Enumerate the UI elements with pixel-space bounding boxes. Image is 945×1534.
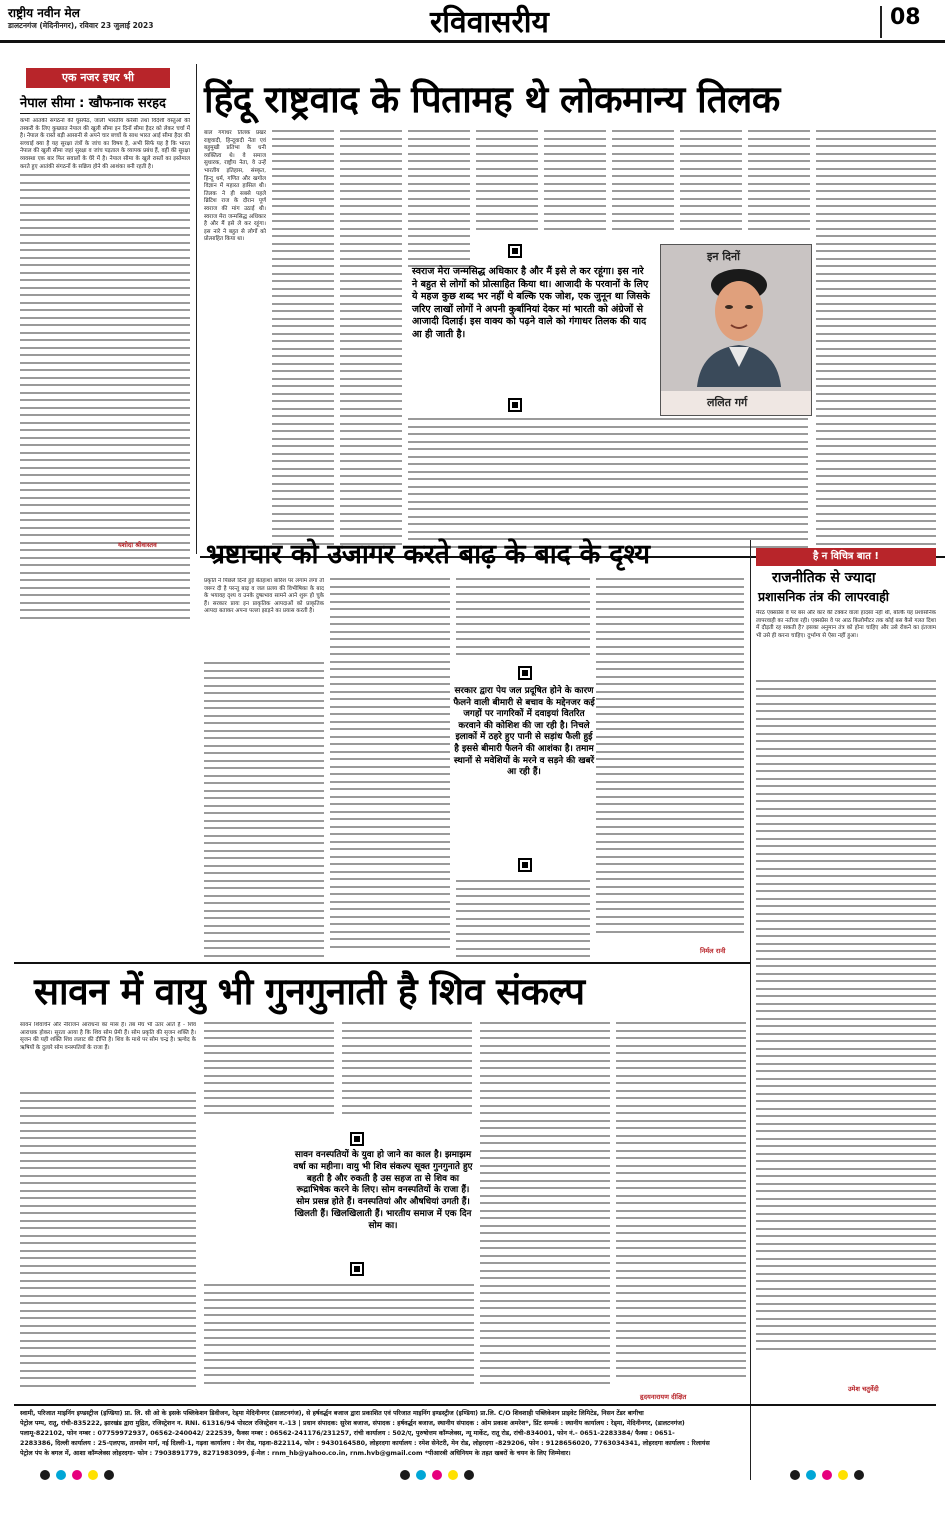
author-photo-box: [660, 244, 812, 416]
corruption-pull-quote: सरकार द्वारा पेय जल प्रदूषित होने के कारण फैलने वाली बीमारी से बचाव के मद्देनजर कई जगहों पर नागरिकों में दवाइयां वितरित करवाने की कोशिश की जा रही है। निचले इलाकों में ठहरे हुए पानी से सड़ांध फैली हुई है इससे बीमारी फैलने की आशंका है। तमाम स्थानों से मवेशियों के मरने व सड़ने की खबरें आ रही हैं।: [453, 686, 595, 778]
qr-mark-icon: [518, 858, 532, 872]
column-label: इन दिनों: [707, 250, 740, 263]
corruption-col1-lines: [204, 662, 324, 962]
lead-lower-lines: [408, 418, 808, 550]
corruption-col2-lines: [330, 578, 450, 962]
imprint-line-4: 2283386, दिल्ली कार्यालय : 25-एलएफ, तानसेन मार्ग, नई दिल्ली-1, गढ़वा कार्यालय : मेन रोड, गढ़वा-822114, फोन : 9430164580, लोहरदगा कार्यालय : रमेश सेनेटरी, मेन रोड, लोहरदगा -829206, फोन : 9128656020, 7763034341, लोहरदगा कार्यालय : रिलायंस: [20, 1440, 710, 1447]
sidebar-body: मेरठ एक्सप्रेस वे पर बस और कार की टक्कर वाला हादसा नहीं थी, बल्कि यह प्रशासनिक लापरवाही का नतीजा रही। एक्सप्रेस वे पर आठ किलोमीटर तक कोई बस कैसे गलत दिशा में दौड़ती रह सकती है? इसका अनुमान तंत्र को होना चाहिए और उसे रोकने का इंतजाम भी उसे ही करना चाहिए। दुर्भाग्य से ऐसा नहीं हुआ।: [756, 610, 936, 639]
lead-body: बाल गंगाधर तिलक प्रखर राष्ट्रवादी, हिन्दूवादी नेता एवं बहुमुखी प्रतिभा के धनी व्यक्तित्व थे। वे समाज सुधारक, राष्ट्रीय नेता, वे उन्हें भारतीय इतिहास, संस्कृत, हिन्दू धर्म, गणित और खगोल विज्ञान में महारत हासिल थी। तिलक ने ही सबसे पहले ब्रिटिश राज के दौरान पूर्ण स्वराज की मांग उठाई थी। स्वराज मेरा जन्मसिद्ध अधिकार है और मैं इसे ले कर रहूंगा। इस नारे ने बहुत से लोगों को प्रोत्साहित किया था।: [204, 130, 266, 243]
sawan-pull-quote: सावन वनस्पतियों के युवा हो जाने का काल है। झमाझम वर्षा का महीना। वायु भी शिव संकल्प सूक्त गुनगुनाते हुए बहती है और रुकती है उस सहज ता से शिव का रूद्राभिषेक करने के लिए। सोम वनस्पतियों के राजा हैं। सोम प्रसन्न होते हैं। वनस्पतियां और औषधियां उगती हैं। खिलती हैं। खिलखिलाती हैं। भारतीय समाज में एक दिन सोम का।: [293, 1150, 473, 1231]
qr-mark-icon: [350, 1132, 364, 1146]
imprint-top-rule: [14, 1404, 936, 1406]
author-name: ललित गर्ग: [707, 396, 748, 409]
left-column-divider: [196, 64, 197, 554]
corruption-col4-lines: [596, 578, 744, 940]
registration-marks-center: [400, 1470, 474, 1480]
lead-col3-lines: [340, 130, 402, 550]
imprint-line-5: पेट्रोल पंप के बगल में, आशा कॉम्प्लेक्स लोहरदगा- फोन : 7903891779, 8271983099, ई-मेल : rnm_hb@yahoo.co.in, rnm.hvb@gmail.com *पीआरबी अधिनियम के तहत खबरों के चयन के लिए जिम्मेवार।: [20, 1450, 571, 1457]
left-column-tag: एक नजर इधर भी: [26, 68, 170, 88]
sawan-headline: सावन में वायु भी गुनगुनाती है शिव संकल्प: [34, 970, 585, 1013]
corruption-body: प्रकृति ने पिछले दिनों हुई बेतहाशा बारिश पर लगाम लगा तो जरूर दी है परन्तु बाढ़ व जल प्रलय की विभीषिका के बाद के भयावह दृश्य व उनके दुष्प्रभाव सामने आने शुरू हो चुके हैं। सरकार प्रायः इन प्राकृतिक आपदाओं को प्राकृतिक आपदा बताकर अपना पल्ला झाड़ने का प्रयास करती है।: [204, 578, 324, 615]
sidebar-divider: [750, 540, 751, 1480]
corruption-headline: भ्रष्टाचार को उजागर करते बाढ़ के बाद के दृश्य: [206, 539, 650, 570]
qr-mark-icon: [518, 666, 532, 680]
imprint-line-3: पलामू-822102, फोन नम्बर : 07759972937, 06562-240042/ 222539, फैक्स नम्बर : 06562-241176/231257, रांची कार्यालय : 502/ए, पुरुषोत्तम कॉम्प्लेक्स, न्यू मार्केट, रातू रोड, रांची-834001, फोन नं.- 0651-2283384/ फैक्स : 0651-: [20, 1430, 675, 1437]
lead-col5-lines: [476, 130, 538, 240]
lead-col6-lines: [544, 130, 606, 240]
sidebar-byline: उमेश चतुर्वेदी: [848, 1385, 879, 1393]
qr-mark-icon: [350, 1262, 364, 1276]
lead-col2-lines: [272, 130, 334, 550]
left-column-rule: [20, 113, 190, 114]
page-number: 08: [890, 5, 921, 30]
sawan-byline: हृदयनारायण दीक्षित: [640, 1393, 687, 1401]
sidebar-tag: है न विचित्र बात !: [756, 548, 936, 566]
lead-headline: हिंदू राष्ट्रवाद के पितामह थे लोकमान्य तिलक: [204, 78, 780, 121]
masthead-divider: [880, 6, 882, 38]
lead-col10-lines: [816, 130, 936, 550]
masthead-rule: [0, 40, 945, 43]
lead-col9-lines: [748, 130, 810, 240]
author-portrait-icon: [691, 267, 787, 387]
qr-mark-icon: [508, 398, 522, 412]
left-column-headline: नेपाल सीमा : खौफनाक सरहद: [20, 96, 166, 111]
dateline: डालटनगंज (मेदिनीनगर), रविवार 23 जुलाई 2023: [8, 21, 154, 30]
sidebar-text-lines: [756, 680, 936, 1370]
sawan-col2-bottom-lines: [204, 1284, 474, 1394]
corruption-col3-top-lines: [456, 578, 590, 662]
corruption-col3-bottom-lines: [456, 880, 590, 962]
sawan-col4-lines: [480, 1022, 610, 1394]
left-column-byline: यशोदा श्रीवास्तव: [118, 541, 157, 549]
lead-col8-lines: [680, 130, 742, 240]
left-column-body: कभी आतंकी संगठनों की घुसपैठ, जाली भारतीय करेंसी तथा विदेशी वस्तुओं की तस्करी के लिए कुख्यात नेपाल की खुली सीमा इन दिनों सीमा हैदर को लेकर चर्चा में है। नेपाल के रास्ते बड़ी आसानी से अपने चार बच्चों के साथ भारत आई सीमा हैदर की सच्चाई क्या है यह सुरक्षा तंत्रों के जांच का विषय है, अभी सिर्फ यह है कि भारत नेपाल की खुली सीमा जहां सुरक्षा व जांच पड़ताल के व्यापक प्रबंध हैं, वहीं की सुरक्षा व्यवस्था एक बार फिर सवालों के घेरे में है। नेपाल सीमा के खुले रास्तों का इस्तेमाल करते हुए आतंकी संगठनों के सक्रिय होने की आशंका बनी रहती है।: [20, 118, 190, 170]
sawan-body: सावन शिवार्चन और नीराजन आराधना का मास है। तब मेघ भी उतर आते हैं - शिव आराधक होकर। सूरता आया है कि शिव सोम प्रेमी हैं। सोम प्रकृति की सृजन शक्ति है। सृजन की यही शक्ति शिव ललाट की दीप्ति है। शिव के माथे पर सोम चन्द्र है। ऋग्वेद के ऋषियों के दुलारे सोम वनस्पतियों के राजा हैं।: [20, 1022, 196, 1051]
qr-mark-icon: [508, 244, 522, 258]
sawan-col5-lines: [616, 1022, 746, 1388]
sawan-col1-lines: [20, 1092, 196, 1394]
sidebar-headline-line1: राजनीतिक से ज्यादा: [772, 570, 876, 586]
registration-marks-left: [40, 1470, 114, 1480]
lead-col4-lines: [408, 130, 470, 270]
sidebar-headline-line2: प्रशासनिक तंत्र की लापरवाही: [758, 589, 889, 604]
section-title: रविवासरीय: [430, 5, 549, 40]
sawan-col3-top-lines: [342, 1022, 472, 1122]
lead-col7-lines: [612, 130, 674, 240]
lead-pull-quote: स्वराज मेरा जन्मसिद्ध अधिकार है और मैं इसे ले कर रहूंगा। इस नारे ने बहुत से लोगों को प्रोत्साहित किया था। आजादी के परवानों के लिए ये महज कुछ शब्द भर नहीं थे बल्कि एक जोश, एक जुनून था जिसके जरिए लाखों लोगों ने अपनी कुर्बानियां देकर मां भारती को अंग्रेजों से आजादी दिलाई। इस वाक्य को पढ़ने वाले को गंगाधर तिलक की याद आ ही जाती है।: [412, 266, 650, 340]
imprint-line-2: पेट्रोल पम्प, रातू, रांची-835222, झारखंड द्वारा मुद्रित, रजिस्ट्रेशन न. RNI. 61316/94 पोस्टल रजिस्ट्रेशन न.-13 | प्रधान संपादक: सुरेश बजाज, संपादक : हर्षवर्द्धन बजाज, स्थानीय संपादक : ओम प्रकाश अमरेश*, प्रिंट सम्पर्क : स्थानीय कार्यालय : रेड्मा, मेदिनीनगर, (डालटनगंज): [20, 1420, 685, 1427]
paper-name: राष्ट्रीय नवीन मेल: [8, 6, 80, 20]
sawan-col2-top-lines: [204, 1022, 334, 1122]
imprint-line-1: स्वामी, परिजात माइनिंग इण्डस्ट्रीज (इण्डिया) प्रा. लि. सी ओ के इसके पब्लिकेशन डिवीजन, रेड्मा मेदिनीनगर (डालटनगंज), से हर्षवर्द्धन बजाज द्वारा प्रकाशित एवं परिजात माइनिंग इण्डस्ट्रीज (इण्डिया) प्रा.लि. C/O शिवशाही पब्लिकेशन प्राइवेट लिमिटेड, निसन टेंडर बागीचा: [20, 1410, 644, 1417]
registration-marks-right: [790, 1470, 864, 1480]
corruption-byline: निर्मल रानी: [700, 947, 726, 955]
